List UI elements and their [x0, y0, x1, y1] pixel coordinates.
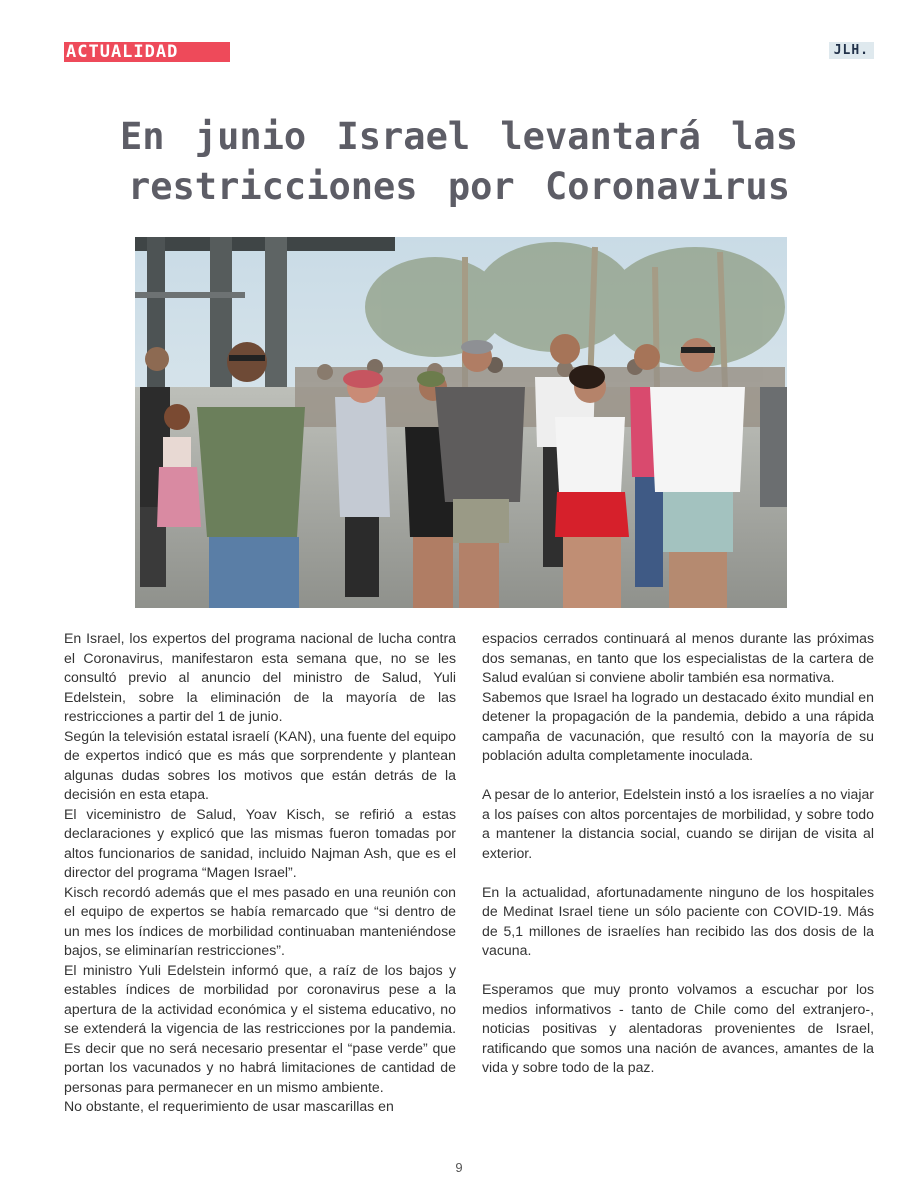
article-column-left — [64, 629, 456, 1117]
paragraph: Kisch recordó además que el mes pasado en una reunión con el equipo de expertos se había remarcado que “si dentro de un mes los índices de morbilidad continuaban manteniéndose bajos, se eliminarían restricciones”. — [64, 883, 456, 958]
section-tag: ACTUALIDAD — [64, 42, 230, 62]
page-number: 9 — [455, 1160, 463, 1175]
paragraph: El ministro Yuli Edelstein informó que, a raíz de los bajos y estables índices de morbilidad por coronavirus pese a la apertura de la actividad económica y el sistema educativo, no se extenderá la vigencia de las restricciones por la pandemia. Es decir que no será necesario presentar el “pase verde” que portan los vacunados y no habrá limitaciones de cantidad de personas para permanecer en un mismo ambiente. — [64, 961, 456, 1095]
article-photo — [135, 237, 787, 608]
paragraph: A pesar de lo anterior, Edelstein instó a los israelíes a no viajar a los países con altos porcentajes de morbilidad, y sobre todo a mantener la distancia social, cuando se dirijan de visita al exterior. — [482, 786, 874, 861]
paragraph: El viceministro de Salud, Yoav Kisch, se refirió a estas declaraciones y explicó que las mismas fueron tomadas por altos funcionarios de sanidad, incluido Najman Ash, que es el director del programa “Magen Israel”. — [64, 805, 456, 880]
paragraph: No obstante, el requerimiento de usar mascarillas en — [64, 1098, 394, 1114]
paragraph: En Israel, los expertos del programa nacional de lucha contra el Coronavirus, manifestaron esta semana que, no se les consultó previo al anuncio del ministro de Salud, Yuli Edelstein, sobre la eliminación de la mayoría de las restricciones a partir del 1 de junio. — [64, 630, 456, 724]
paragraph: Sabemos que Israel ha logrado un destacado éxito mundial en detener la propagación de la pandemia, debido a una rápida campaña de vacunación, que resultó con la mayoría de su población adulta completamente inoculada. — [482, 688, 874, 763]
paragraph: Según la televisión estatal israelí (KAN), una fuente del equipo de expertos indicó que es más que sorprendente y plantean algunas dudas sobres los motivos que están detrás de la decisión en esta etapa. — [64, 727, 456, 802]
paragraph: En la actualidad, afortunadamente ninguno de los hospitales de Medinat Israel tiene un sólo paciente con COVID-19. Más de 5,1 millones de israelíes han recibido las dos dosis de la vacuna. — [482, 883, 874, 958]
paragraph: Esperamos que muy pronto volvamos a escuchar por los medios informativos - tanto de Chile como del extranjero-, noticias positivas y alentadoras provenientes de Israel, ratificando que somos una nación de avances, amantes de la vida y sobre todo de la paz. — [482, 981, 874, 1075]
paragraph: espacios cerrados continuará al menos durante las próximas dos semanas, en tanto que los especialistas de la cartera de Salud evalúan si conviene abolir también esa normativa. — [482, 630, 874, 685]
article-title: En junio Israel levantará las restricciones por Coronavirus — [119, 115, 798, 208]
article-column-right — [482, 629, 874, 1078]
publication-logo: JLH. — [829, 42, 874, 59]
